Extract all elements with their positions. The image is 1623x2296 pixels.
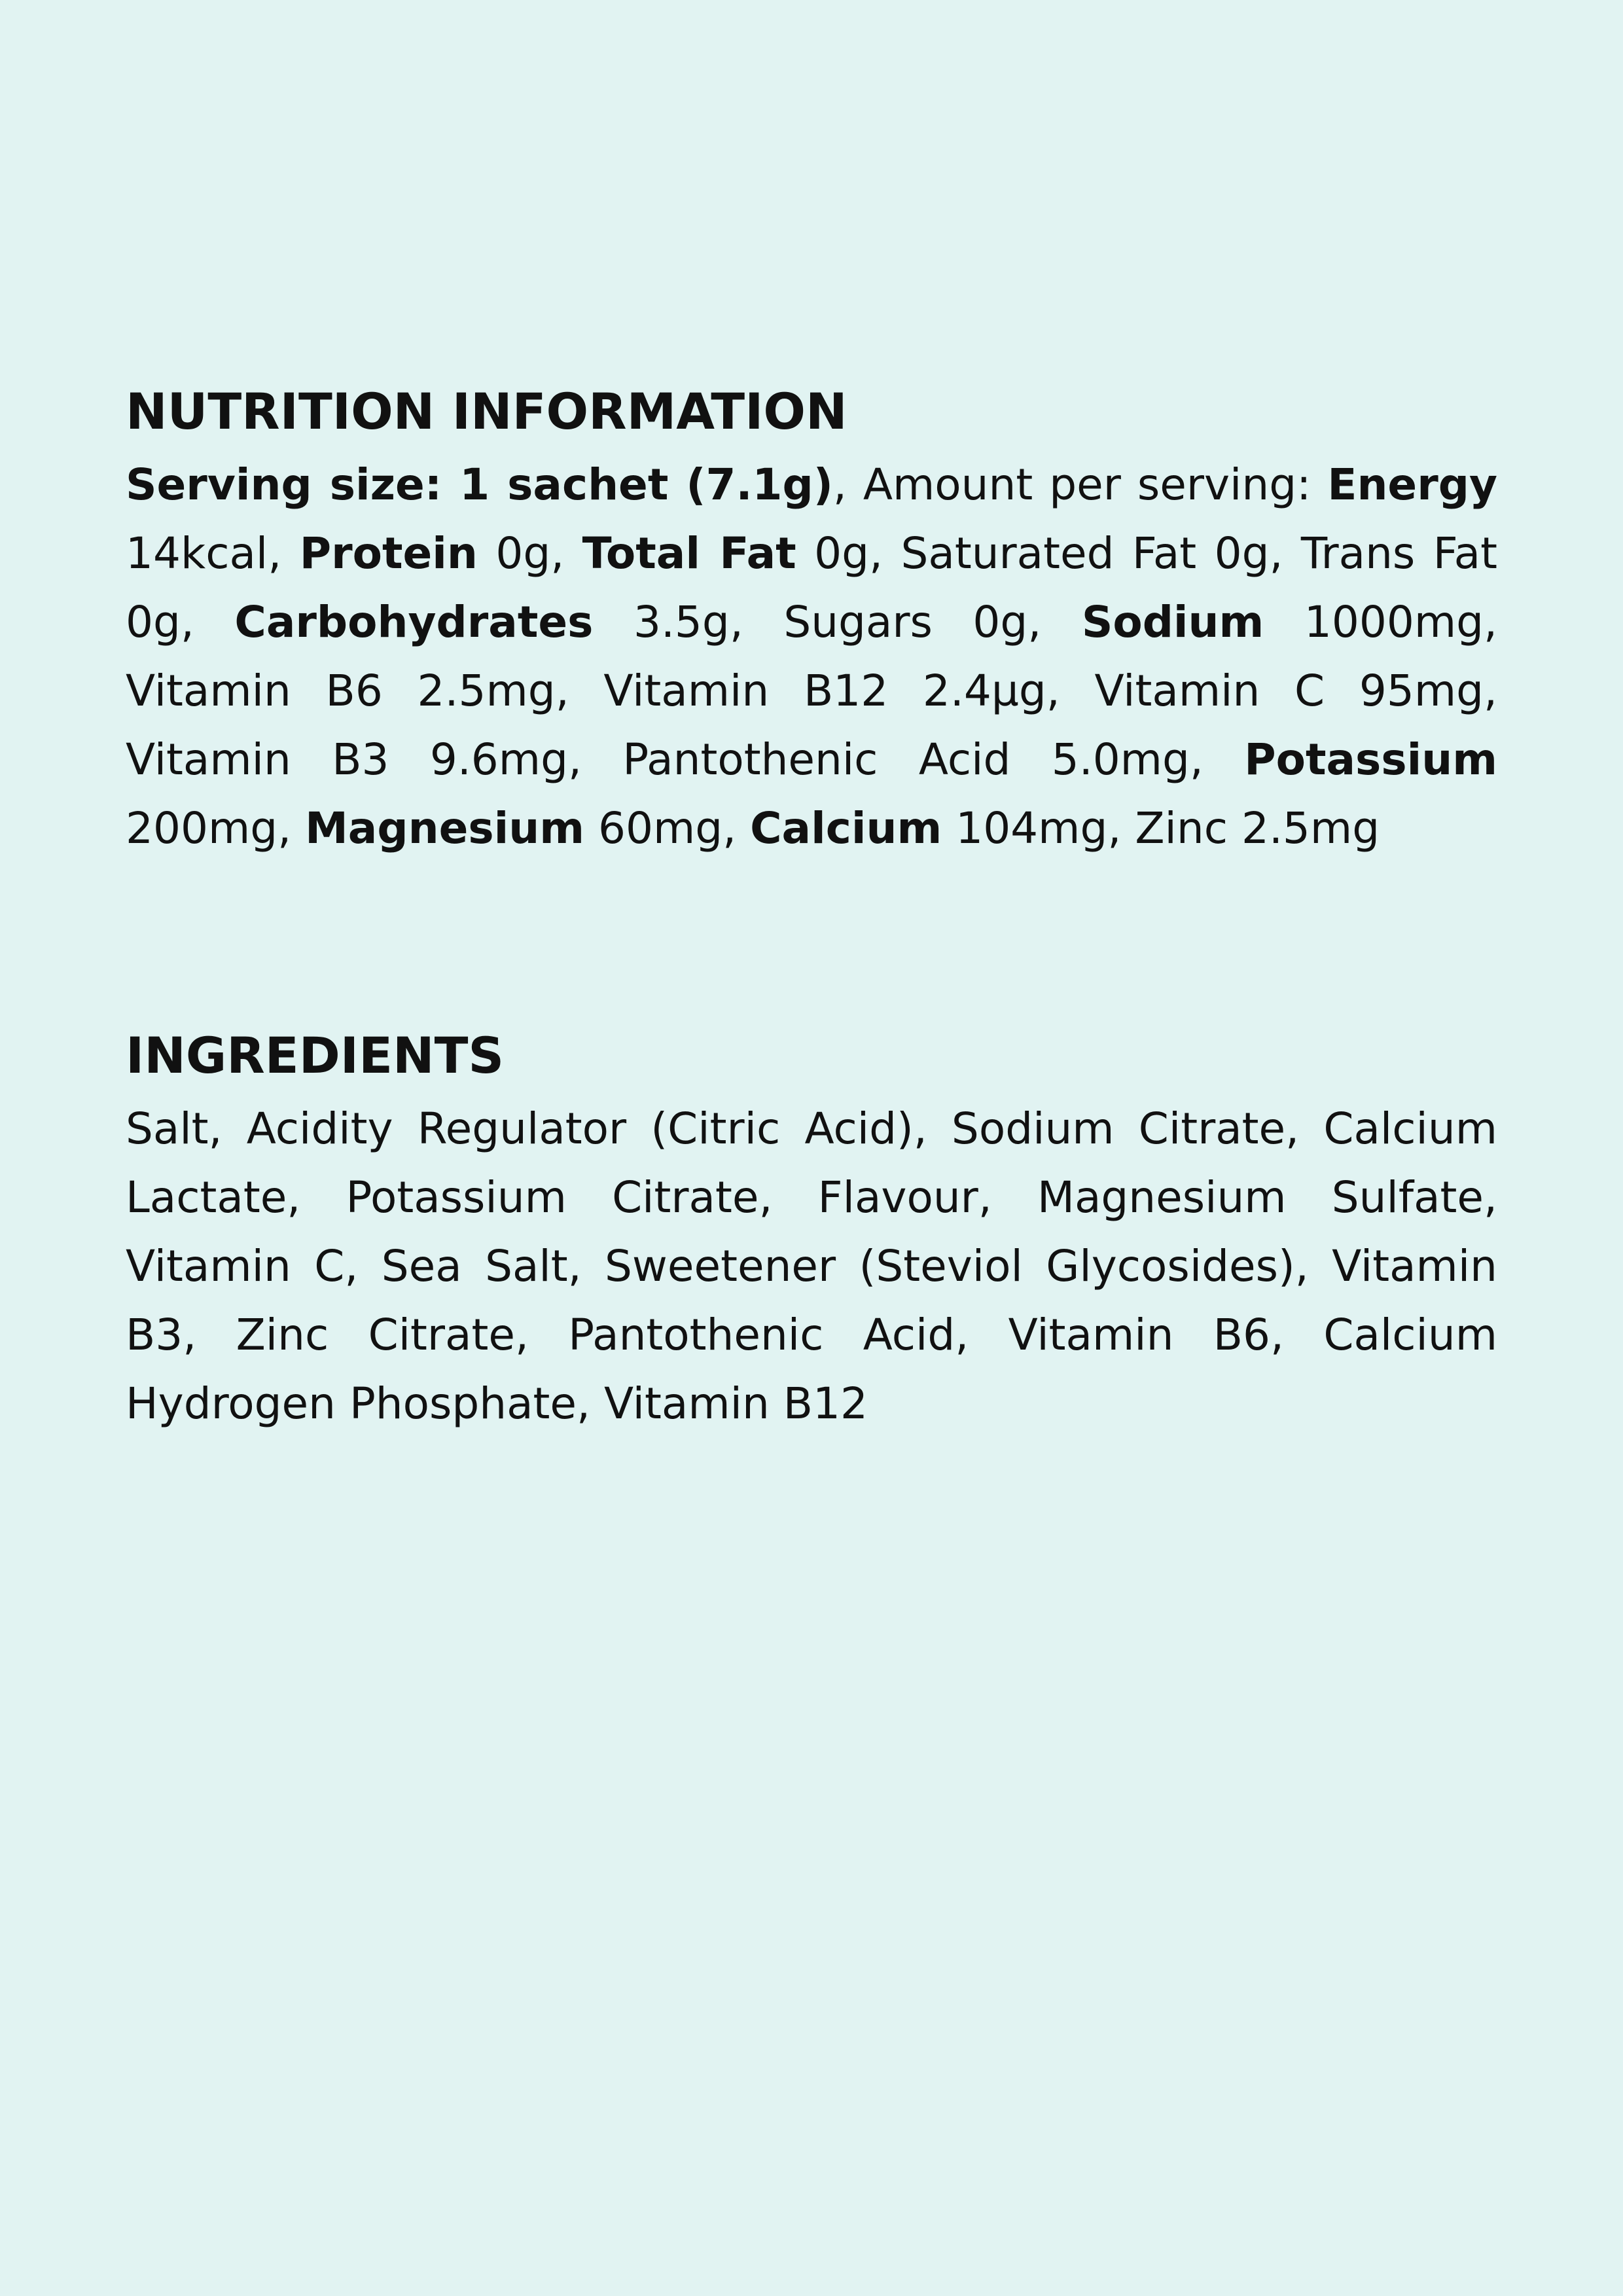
calcium-label: Calcium — [750, 803, 942, 853]
nutrition-text — [126, 450, 1497, 863]
serving-size: Serving size: 1 sachet (7.1g) — [126, 459, 833, 510]
ingredients-title: INGREDIENTS — [126, 1026, 505, 1085]
nutrition-segment: 60mg, — [584, 803, 751, 853]
protein-label: Protein — [299, 528, 478, 579]
nutrition-segment: 3.5g, Sugars 0g, — [593, 597, 1082, 647]
magnesium-label: Magnesium — [305, 803, 584, 853]
nutrition-segment: 0g, Saturated Fat 0g, Trans Fat 0g, — [126, 528, 1497, 647]
nutrition-segment: 14kcal, — [126, 528, 300, 579]
section-spacer — [126, 863, 1497, 1017]
carbohydrates-label: Carbohydrates — [234, 597, 594, 647]
potassium-label: Potassium — [1244, 734, 1497, 785]
label-content — [126, 373, 1497, 1438]
ingredients-text: Salt, Acidity Regulator (Citric Acid), Sodium Citrate, Calcium Lactate, Potassium Citrate, Flavour, Magnesium Sulfate, Vitamin C, Sea Salt, Sweetener (Steviol Glycosides), Vitamin B3, Zinc Citrate, Pantothenic Acid, Vitamin B6, Calcium Hydrogen Phosphate, Vitamin B12 — [126, 1103, 1497, 1429]
nutrition-segment: 0g, — [477, 528, 582, 579]
nutrition-title: NUTRITION INFORMATION — [126, 382, 847, 440]
energy-label: Energy — [1327, 459, 1498, 510]
nutrition-segment: 200mg, — [126, 803, 306, 853]
nutrition-segment: 1000mg, Vitamin B6 2.5mg, Vitamin B12 2.4µg, Vitamin C 95mg, Vitamin B3 9.6mg, Pantothenic Acid 5.0mg, — [126, 597, 1497, 785]
sodium-label: Sodium — [1081, 597, 1264, 647]
nutrition-segment: 104mg, Zinc 2.5mg — [942, 803, 1380, 853]
total-fat-label: Total Fat — [582, 528, 796, 579]
nutrition-segment: , Amount per serving: — [832, 459, 1328, 510]
